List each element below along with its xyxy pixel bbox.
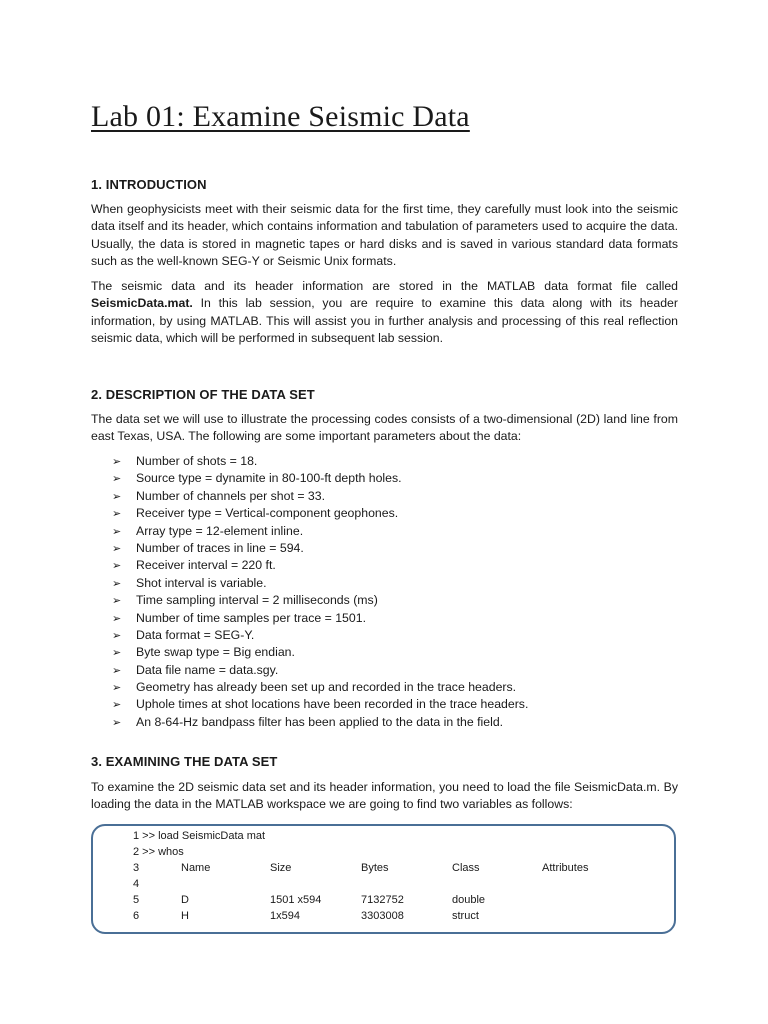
description-paragraph: The data set we will use to illustrate the processing codes consists of a two-dimensional (2D) land line from east Texas, USA. The following are some important parameters about the data: bbox=[91, 412, 678, 444]
list-item bbox=[112, 662, 528, 679]
variable-bytes: 7132752 bbox=[361, 894, 404, 906]
list-item-text: Number of traces in line = 594. bbox=[136, 540, 304, 555]
line-number: 5 bbox=[133, 894, 140, 906]
arrowhead-bullet-icon: ➢ bbox=[112, 456, 122, 468]
variable-size: 1501 x594 bbox=[270, 894, 322, 906]
list-item-text: Array type = 12-element inline. bbox=[136, 523, 304, 538]
list-item-text: Time sampling interval = 2 milliseconds (ms) bbox=[136, 593, 378, 608]
intro-p2-text-after: In this lab session, you are require to examine this data along with its header information, by using MATLAB. This will assist you in further analysis and processing of this real reflection seismic data, which will be performed in subsequent lab session. bbox=[91, 296, 678, 346]
variable-class: struct bbox=[452, 910, 479, 922]
list-item-text: Uphole times at shot locations have been recorded in the trace headers. bbox=[136, 697, 529, 712]
list-item-text: Receiver interval = 220 ft. bbox=[136, 558, 276, 573]
page-title: Lab 01: Examine Seismic Data bbox=[91, 100, 470, 133]
variable-class: double bbox=[452, 894, 486, 906]
column-header-class: Class bbox=[452, 862, 480, 874]
list-item bbox=[112, 696, 528, 713]
variable-size: 1x594 bbox=[270, 910, 300, 922]
list-item-text: Shot interval is variable. bbox=[136, 575, 267, 590]
code-line-whos: 2 >> whos bbox=[133, 846, 184, 858]
list-item bbox=[112, 644, 528, 661]
line-number: 3 bbox=[133, 862, 140, 874]
list-item bbox=[112, 714, 528, 731]
arrowhead-bullet-icon: ➢ bbox=[112, 612, 122, 625]
list-item-text: Number of channels per shot = 33. bbox=[136, 488, 326, 503]
arrowhead-bullet-icon: ➢ bbox=[112, 525, 122, 538]
list-item bbox=[112, 488, 528, 505]
section-heading-description: 2. DESCRIPTION OF THE DATA SET bbox=[91, 387, 315, 402]
list-item-text: Byte swap type = Big endian. bbox=[136, 645, 295, 660]
arrowhead-bullet-icon: ➢ bbox=[112, 716, 122, 729]
arrowhead-bullet-icon: ➢ bbox=[112, 560, 122, 573]
list-item bbox=[112, 523, 528, 540]
list-item-text: Source type = dynamite in 80-100-ft depth holes. bbox=[136, 471, 402, 486]
list-item bbox=[112, 592, 528, 609]
column-header-attributes: Attributes bbox=[542, 862, 589, 874]
list-item-text: Data format = SEG-Y. bbox=[136, 627, 255, 642]
column-header-bytes: Bytes bbox=[361, 862, 389, 874]
list-item-text: Receiver type = Vertical-component geophones. bbox=[136, 506, 399, 521]
arrowhead-bullet-icon: ➢ bbox=[112, 682, 122, 695]
list-item bbox=[112, 610, 528, 627]
arrowhead-bullet-icon: ➢ bbox=[112, 490, 122, 503]
list-item bbox=[112, 627, 528, 644]
arrowhead-bullet-icon: ➢ bbox=[112, 473, 122, 486]
code-line-load: 1 >> load SeismicData mat bbox=[133, 830, 266, 842]
arrowhead-bullet-icon: ➢ bbox=[112, 577, 122, 590]
list-item bbox=[112, 505, 528, 522]
list-item bbox=[112, 470, 528, 487]
list-item bbox=[112, 575, 528, 592]
arrowhead-bullet-icon: ➢ bbox=[112, 664, 122, 677]
intro-p2-text-before: The seismic data and its header information are stored in the MATLAB data format file called bbox=[91, 279, 678, 293]
intro-paragraph-1: When geophysicists meet with their seismic data for the first time, they carefully must look into the seismic data itself and its header, which contains information and tabulation of parameters used to acquire the data. Usually, the data is stored in magnetic tapes or hard disks and is saved in various standard data formats such as the well-known SEG-Y or Seismic Unix formats. bbox=[91, 202, 678, 269]
intro-paragraph-2 bbox=[91, 278, 678, 348]
variable-name: D bbox=[181, 894, 189, 906]
section-heading-examining: 3. EXAMINING THE DATA SET bbox=[91, 754, 278, 769]
list-item-text: Number of time samples per trace = 1501. bbox=[136, 610, 366, 625]
list-item bbox=[112, 540, 528, 557]
list-item-text: An 8-64-Hz bandpass filter has been applied to the data in the field. bbox=[136, 714, 504, 729]
arrowhead-bullet-icon: ➢ bbox=[112, 647, 122, 660]
section-heading-introduction: 1. INTRODUCTION bbox=[91, 177, 207, 192]
list-item-text: Geometry has already been set up and recorded in the trace headers. bbox=[136, 680, 517, 695]
list-item bbox=[112, 453, 528, 470]
list-item-text: Data file name = data.sgy. bbox=[136, 662, 279, 677]
arrowhead-bullet-icon: ➢ bbox=[112, 595, 122, 608]
arrowhead-bullet-icon: ➢ bbox=[112, 629, 122, 642]
column-header-name: Name bbox=[181, 862, 211, 874]
line-number: 6 bbox=[133, 910, 140, 922]
list-item bbox=[112, 557, 528, 574]
intro-p2-filename: SeismicData.mat. bbox=[91, 296, 193, 311]
list-item-text: Number of shots = 18. bbox=[136, 454, 258, 468]
examining-paragraph: To examine the 2D seismic data set and its header information, you need to load the file SeismicData.m. By loading the data in the MATLAB workspace we are going to find two variables as follows: bbox=[91, 780, 678, 812]
parameter-list bbox=[112, 453, 528, 731]
code-line-4: 4 bbox=[133, 878, 140, 890]
arrowhead-bullet-icon: ➢ bbox=[112, 508, 122, 521]
arrowhead-bullet-icon: ➢ bbox=[112, 699, 122, 712]
variable-name: H bbox=[181, 910, 189, 922]
list-item bbox=[112, 679, 528, 696]
column-header-size: Size bbox=[270, 862, 292, 874]
variable-bytes: 3303008 bbox=[361, 910, 404, 922]
arrowhead-bullet-icon: ➢ bbox=[112, 542, 122, 555]
